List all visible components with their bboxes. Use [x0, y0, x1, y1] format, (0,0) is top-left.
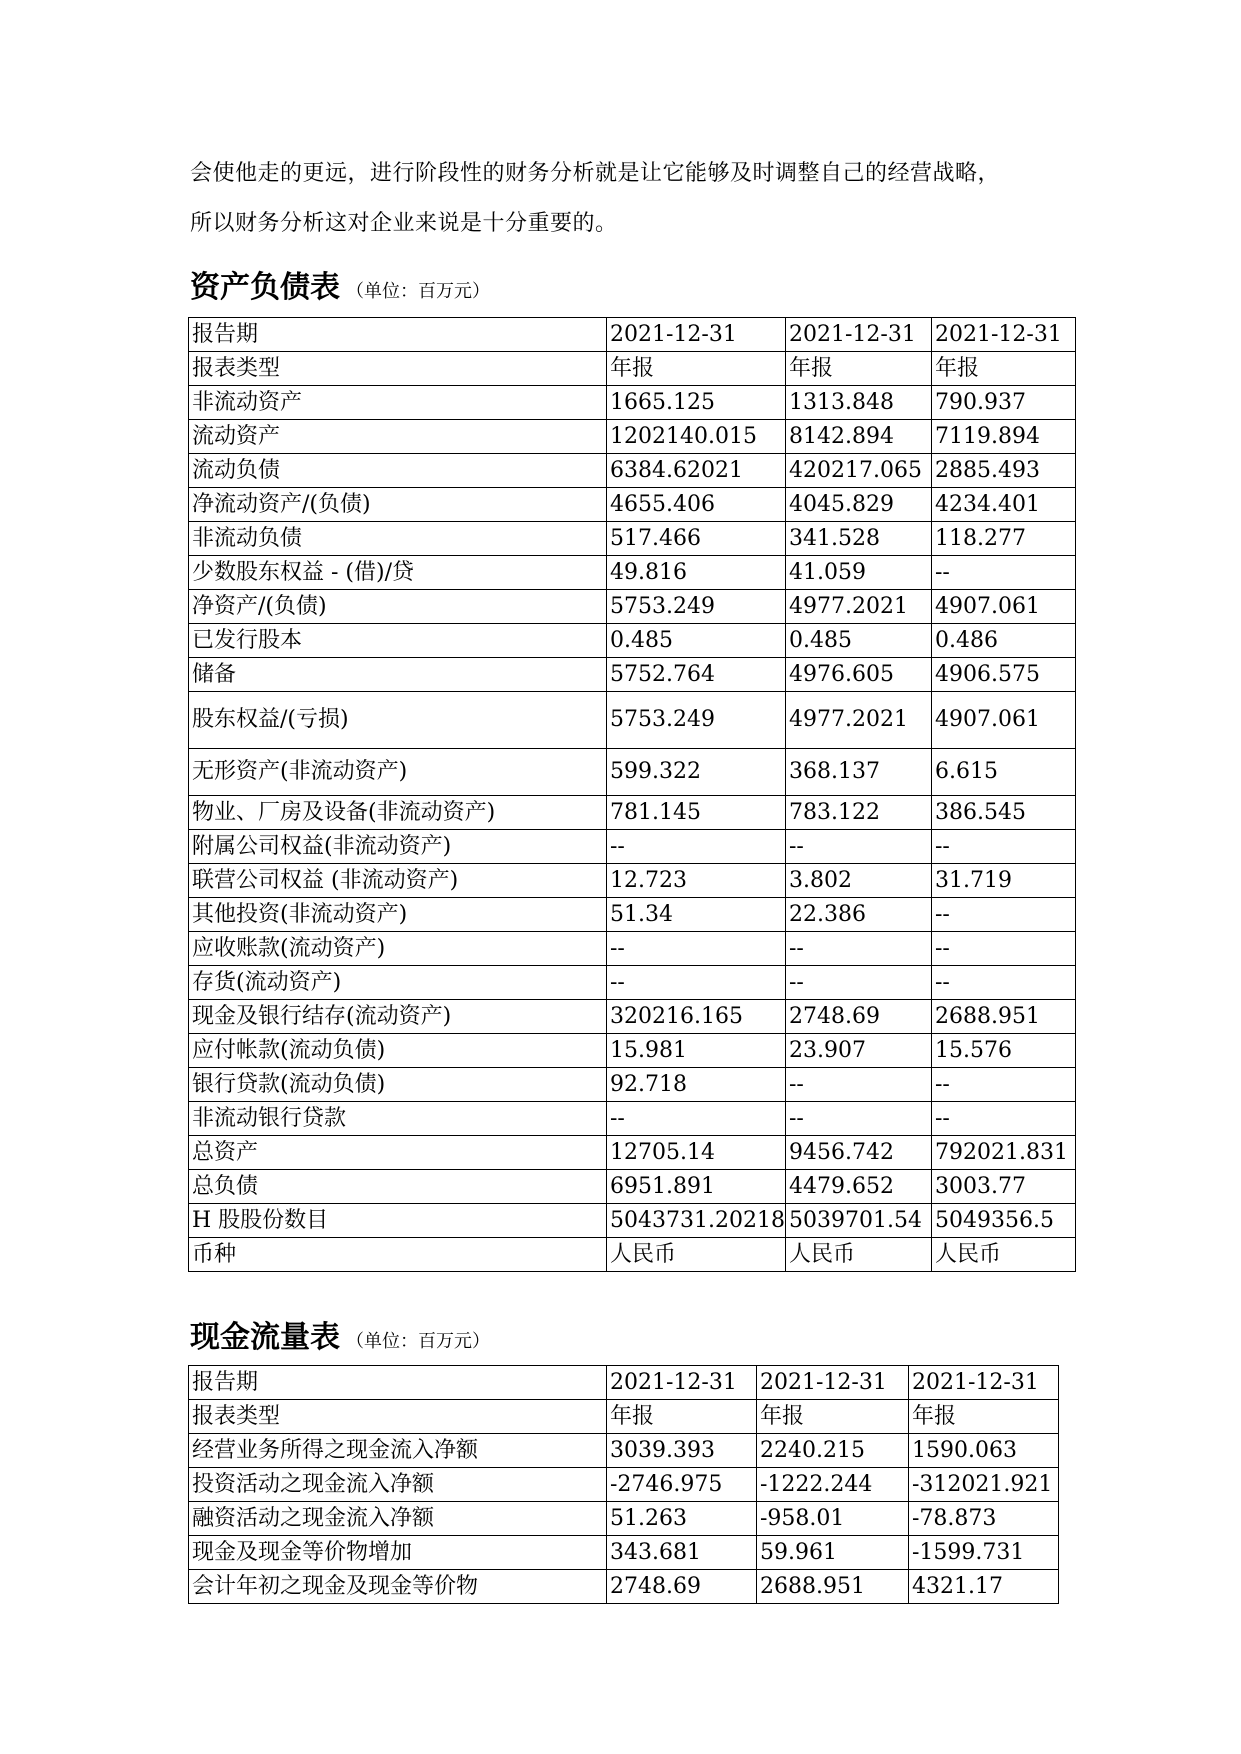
- value-cell: 4655.406: [607, 488, 786, 522]
- row-label-cell: 流动资产: [189, 420, 607, 454]
- table-row: [189, 454, 1076, 488]
- value-cell: --: [607, 1102, 786, 1136]
- value-cell: 320216.165: [607, 1000, 786, 1034]
- value-cell: --: [931, 1102, 1075, 1136]
- value-cell: 51.263: [607, 1502, 757, 1536]
- value-cell: 2748.69: [785, 1000, 931, 1034]
- row-label-cell: 非流动负债: [189, 522, 607, 556]
- table-row: [189, 830, 1076, 864]
- cash-flow-title-text: 现金流量表: [190, 1320, 340, 1355]
- row-label-cell: 会计年初之现金及现金等价物: [189, 1570, 607, 1604]
- cash-flow-unit: （单位：百万元）: [346, 1331, 490, 1352]
- table-row: [189, 386, 1076, 420]
- row-label-cell: 净资产/(负债): [189, 590, 607, 624]
- table-row: [189, 352, 1076, 386]
- table-row: [189, 1536, 1059, 1570]
- value-cell: 783.122: [785, 796, 931, 830]
- value-cell: 4977.2021: [785, 590, 931, 624]
- value-cell: 2021-12-31: [785, 318, 931, 352]
- paragraph-line-1: 会使他走的更远，进行阶段性的财务分析就是让它能够及时调整自己的经营战略，: [190, 161, 1001, 186]
- value-cell: 0.485: [785, 624, 931, 658]
- value-cell: 1665.125: [607, 386, 786, 420]
- row-label-cell: 股东权益/(亏损): [189, 692, 607, 749]
- value-cell: 420217.065: [785, 454, 931, 488]
- value-cell: 12.723: [607, 864, 786, 898]
- table-row: [189, 864, 1076, 898]
- value-cell: 5752.764: [607, 658, 786, 692]
- value-cell: 人民币: [931, 1238, 1075, 1272]
- row-label-cell: 储备: [189, 658, 607, 692]
- value-cell: 年报: [785, 352, 931, 386]
- value-cell: 2688.951: [757, 1570, 909, 1604]
- row-label-cell: 净流动资产/(负债): [189, 488, 607, 522]
- paragraph-line-2: 所以财务分析这对企业来说是十分重要的。: [190, 211, 618, 236]
- row-label-cell: 总资产: [189, 1136, 607, 1170]
- row-label-cell: 报告期: [189, 318, 607, 352]
- table-row: [189, 1400, 1059, 1434]
- value-cell: 4479.652: [785, 1170, 931, 1204]
- table-row: [189, 932, 1076, 966]
- value-cell: --: [931, 830, 1075, 864]
- value-cell: 41.059: [785, 556, 931, 590]
- value-cell: 5753.249: [607, 590, 786, 624]
- table-row: [189, 658, 1076, 692]
- value-cell: 0.486: [931, 624, 1075, 658]
- table-row: [189, 1238, 1076, 1272]
- value-cell: -1222.244: [757, 1468, 909, 1502]
- value-cell: 2240.215: [757, 1434, 909, 1468]
- row-label-cell: 联营公司权益 (非流动资产): [189, 864, 607, 898]
- row-label-cell: 经营业务所得之现金流入净额: [189, 1434, 607, 1468]
- value-cell: 517.466: [607, 522, 786, 556]
- row-label-cell: 存货(流动资产): [189, 966, 607, 1000]
- table-row: [189, 1068, 1076, 1102]
- value-cell: --: [931, 966, 1075, 1000]
- value-cell: 4977.2021: [785, 692, 931, 749]
- value-cell: --: [931, 1068, 1075, 1102]
- table-row: [189, 420, 1076, 454]
- value-cell: --: [607, 932, 786, 966]
- value-cell: --: [785, 830, 931, 864]
- value-cell: -2746.975: [607, 1468, 757, 1502]
- row-label-cell: 币种: [189, 1238, 607, 1272]
- value-cell: --: [931, 898, 1075, 932]
- value-cell: 31.719: [931, 864, 1075, 898]
- value-cell: 1590.063: [909, 1434, 1059, 1468]
- value-cell: 792021.831: [931, 1136, 1075, 1170]
- row-label-cell: H 股股份数目: [189, 1204, 607, 1238]
- cash-flow-table: [188, 1365, 1059, 1604]
- table-row: [189, 1170, 1076, 1204]
- value-cell: 2021-12-31: [607, 318, 786, 352]
- value-cell: 7119.894: [931, 420, 1075, 454]
- table-row: [189, 749, 1076, 796]
- table-row: [189, 966, 1076, 1000]
- value-cell: 5753.249: [607, 692, 786, 749]
- balance-sheet-unit: （单位：百万元）: [346, 281, 490, 302]
- row-label-cell: 报告期: [189, 1366, 607, 1400]
- value-cell: 781.145: [607, 796, 786, 830]
- value-cell: 118.277: [931, 522, 1075, 556]
- row-label-cell: 流动负债: [189, 454, 607, 488]
- table-row: [189, 590, 1076, 624]
- table-row: [189, 556, 1076, 590]
- value-cell: 12705.14: [607, 1136, 786, 1170]
- table-row: [189, 1434, 1059, 1468]
- value-cell: -958.01: [757, 1502, 909, 1536]
- value-cell: 51.34: [607, 898, 786, 932]
- value-cell: --: [785, 932, 931, 966]
- value-cell: --: [931, 932, 1075, 966]
- row-label-cell: 银行贷款(流动负债): [189, 1068, 607, 1102]
- value-cell: 3.802: [785, 864, 931, 898]
- row-label-cell: 应付帐款(流动负债): [189, 1034, 607, 1068]
- balance-sheet-title: [190, 262, 490, 306]
- value-cell: 5039701.54: [785, 1204, 931, 1238]
- table-row: [189, 1000, 1076, 1034]
- row-label-cell: 非流动资产: [189, 386, 607, 420]
- value-cell: 23.907: [785, 1034, 931, 1068]
- row-label-cell: 融资活动之现金流入净额: [189, 1502, 607, 1536]
- value-cell: 2885.493: [931, 454, 1075, 488]
- table-row: [189, 1570, 1059, 1604]
- value-cell: 3003.77: [931, 1170, 1075, 1204]
- value-cell: 2688.951: [931, 1000, 1075, 1034]
- value-cell: 599.322: [607, 749, 786, 796]
- table-row: [189, 1502, 1059, 1536]
- value-cell: 8142.894: [785, 420, 931, 454]
- value-cell: 1313.848: [785, 386, 931, 420]
- value-cell: 2748.69: [607, 1570, 757, 1604]
- value-cell: 人民币: [607, 1238, 786, 1272]
- row-label-cell: 总负债: [189, 1170, 607, 1204]
- value-cell: 5043731.20218: [607, 1204, 786, 1238]
- value-cell: -78.873: [909, 1502, 1059, 1536]
- table-row: [189, 624, 1076, 658]
- value-cell: 年报: [909, 1400, 1059, 1434]
- value-cell: 386.545: [931, 796, 1075, 830]
- value-cell: 4976.605: [785, 658, 931, 692]
- table-row: [189, 1204, 1076, 1238]
- value-cell: --: [785, 1102, 931, 1136]
- value-cell: 343.681: [607, 1536, 757, 1570]
- table-row: [189, 1468, 1059, 1502]
- table-row: [189, 488, 1076, 522]
- value-cell: 368.137: [785, 749, 931, 796]
- row-label-cell: 报表类型: [189, 1400, 607, 1434]
- value-cell: 6.615: [931, 749, 1075, 796]
- table-row: [189, 796, 1076, 830]
- row-label-cell: 投资活动之现金流入净额: [189, 1468, 607, 1502]
- value-cell: 4321.17: [909, 1570, 1059, 1604]
- value-cell: 3039.393: [607, 1434, 757, 1468]
- row-label-cell: 其他投资(非流动资产): [189, 898, 607, 932]
- value-cell: 5049356.5: [931, 1204, 1075, 1238]
- value-cell: 15.981: [607, 1034, 786, 1068]
- value-cell: --: [931, 556, 1075, 590]
- value-cell: 341.528: [785, 522, 931, 556]
- row-label-cell: 报表类型: [189, 352, 607, 386]
- value-cell: 年报: [757, 1400, 909, 1434]
- value-cell: 年报: [931, 352, 1075, 386]
- row-label-cell: 无形资产(非流动资产): [189, 749, 607, 796]
- table-row: [189, 1034, 1076, 1068]
- value-cell: 15.576: [931, 1034, 1075, 1068]
- row-label-cell: 非流动银行贷款: [189, 1102, 607, 1136]
- value-cell: 年报: [607, 1400, 757, 1434]
- value-cell: 2021-12-31: [607, 1366, 757, 1400]
- table-row: [189, 318, 1076, 352]
- value-cell: 2021-12-31: [909, 1366, 1059, 1400]
- value-cell: -1599.731: [909, 1536, 1059, 1570]
- table-row: [189, 692, 1076, 749]
- value-cell: 22.386: [785, 898, 931, 932]
- value-cell: 1202140.015: [607, 420, 786, 454]
- balance-sheet-table: [188, 317, 1076, 1272]
- row-label-cell: 现金及银行结存(流动资产): [189, 1000, 607, 1034]
- value-cell: --: [607, 830, 786, 864]
- value-cell: 49.816: [607, 556, 786, 590]
- table-row: [189, 898, 1076, 932]
- row-label-cell: 已发行股本: [189, 624, 607, 658]
- table-row: [189, 1366, 1059, 1400]
- value-cell: 人民币: [785, 1238, 931, 1272]
- table-row: [189, 522, 1076, 556]
- value-cell: -312021.921: [909, 1468, 1059, 1502]
- row-label-cell: 少数股东权益 - (借)/贷: [189, 556, 607, 590]
- value-cell: 6384.62021: [607, 454, 786, 488]
- cash-flow-title: [190, 1312, 490, 1356]
- balance-sheet-title-text: 资产负债表: [190, 270, 340, 305]
- table-row: [189, 1136, 1076, 1170]
- value-cell: 2021-12-31: [757, 1366, 909, 1400]
- value-cell: 2021-12-31: [931, 318, 1075, 352]
- value-cell: 年报: [607, 352, 786, 386]
- value-cell: --: [785, 1068, 931, 1102]
- row-label-cell: 应收账款(流动资产): [189, 932, 607, 966]
- value-cell: 4045.829: [785, 488, 931, 522]
- value-cell: --: [785, 966, 931, 1000]
- row-label-cell: 现金及现金等价物增加: [189, 1536, 607, 1570]
- value-cell: --: [607, 966, 786, 1000]
- value-cell: 4907.061: [931, 590, 1075, 624]
- value-cell: 4906.575: [931, 658, 1075, 692]
- value-cell: 790.937: [931, 386, 1075, 420]
- value-cell: 59.961: [757, 1536, 909, 1570]
- value-cell: 6951.891: [607, 1170, 786, 1204]
- value-cell: 4234.401: [931, 488, 1075, 522]
- table-row: [189, 1102, 1076, 1136]
- value-cell: 92.718: [607, 1068, 786, 1102]
- value-cell: 0.485: [607, 624, 786, 658]
- value-cell: 9456.742: [785, 1136, 931, 1170]
- value-cell: 4907.061: [931, 692, 1075, 749]
- row-label-cell: 物业、厂房及设备(非流动资产): [189, 796, 607, 830]
- row-label-cell: 附属公司权益(非流动资产): [189, 830, 607, 864]
